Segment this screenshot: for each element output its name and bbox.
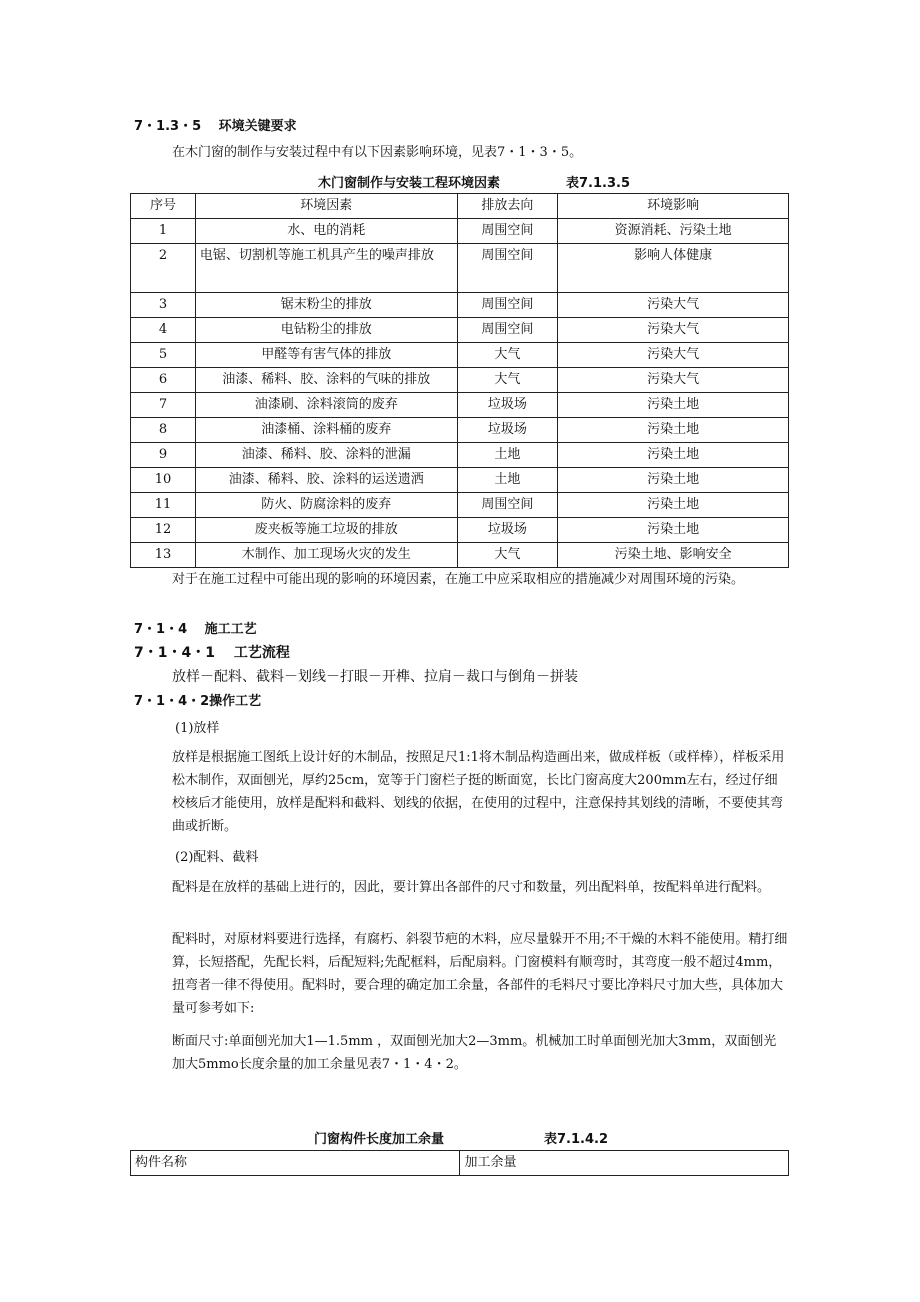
process-flow: 放样－配料、截料－划线－打眼－开榫、拉肩－裁口与倒角－拼装 <box>172 669 578 685</box>
table-cell: 影响人体健康 <box>558 244 789 293</box>
item-title-layout: (1)放样 <box>175 721 220 736</box>
header-cell: 序号 <box>131 194 196 219</box>
table-cell: 13 <box>131 543 196 568</box>
header-cell: 环境影响 <box>558 194 789 219</box>
table-cell: 锯末粉尘的排放 <box>195 293 457 318</box>
table-cell: 污染大气 <box>558 343 789 368</box>
table-row <box>131 418 789 443</box>
table-cell: 污染土地 <box>558 443 789 468</box>
length-allowance-table <box>130 1150 789 1176</box>
table-cell: 资源消耗、污染土地 <box>558 219 789 244</box>
table-cell: 周围空间 <box>457 244 558 293</box>
table-row <box>131 393 789 418</box>
table-cell: 污染土地 <box>558 468 789 493</box>
table-cell: 周围空间 <box>457 318 558 343</box>
table-cell: 污染大气 <box>558 293 789 318</box>
table-cell: 11 <box>131 493 196 518</box>
table-cell: 土地 <box>457 443 558 468</box>
section-heading-714: 7・1・4 施工工艺 <box>134 622 257 637</box>
table-row <box>131 293 789 318</box>
table-row <box>131 543 789 568</box>
table-cell: 木制作、加工现场火灾的发生 <box>195 543 457 568</box>
table-cell: 周围空间 <box>457 493 558 518</box>
table-cell: 8 <box>131 418 196 443</box>
header-cell: 环境因素 <box>195 194 457 219</box>
table-cell: 甲醛等有害气体的排放 <box>195 343 457 368</box>
table-row <box>131 518 789 543</box>
item-text-cutting-2: 配料时，对原材料要进行选择，有腐朽、斜裂节疤的木料，应尽量躲开不用;不干燥的木料不能使用。精打细算，长短搭配，先配长料，后配短料;先配框料，后配扇料。门窗模料有顺弯时，其弯度一般不超过4mm，扭弯者一律不得使用。配料时，要合理的确定加工余量，各部件的毛料尺寸要比净料尺寸加大些，具体加大量可参考如下: <box>172 932 788 1016</box>
table-cell: 电锯、切割机等施工机具产生的噪声排放 <box>195 244 457 293</box>
table-cell: 周围空间 <box>457 219 558 244</box>
table-cell: 防火、防腐涂料的废弃 <box>195 493 457 518</box>
table-cell: 大气 <box>457 543 558 568</box>
subsection-heading-7141: 7・1・4・1 工艺流程 <box>134 645 290 661</box>
table-cell: 1 <box>131 219 196 244</box>
table-header-row <box>131 194 789 219</box>
table-header-row <box>131 1151 789 1176</box>
table-cell: 电钻粉尘的排放 <box>195 318 457 343</box>
table-row <box>131 318 789 343</box>
table-cell: 垃圾场 <box>457 418 558 443</box>
table-cell: 12 <box>131 518 196 543</box>
table-cell: 土地 <box>457 468 558 493</box>
table-cell: 2 <box>131 244 196 293</box>
table-title: 木门窗制作与安装工程环境因素 <box>318 176 501 191</box>
table-cell: 大气 <box>457 368 558 393</box>
subsection-heading-7142: 7・1・4・2操作工艺 <box>134 694 262 709</box>
table-row <box>131 368 789 393</box>
table-note: 对于在施工过程中可能出现的影响的环境因素，在施工中应采取相应的措施减少对周围环境的污染。 <box>172 572 745 587</box>
table2-number: 表7.1.4.2 <box>544 1132 608 1147</box>
table-cell: 5 <box>131 343 196 368</box>
table-cell: 油漆、稀料、胶、涂料的泄漏 <box>195 443 457 468</box>
item-title-cutting: (2)配料、截料 <box>175 850 259 865</box>
table-cell: 大气 <box>457 343 558 368</box>
table-cell: 10 <box>131 468 196 493</box>
table-cell: 废夹板等施工垃圾的排放 <box>195 518 457 543</box>
environment-factors-table <box>130 193 789 568</box>
table-cell: 4 <box>131 318 196 343</box>
table-cell: 污染土地 <box>558 393 789 418</box>
table-number: 表7.1.3.5 <box>566 176 630 191</box>
table-cell: 周围空间 <box>457 293 558 318</box>
item-text-layout: 放样是根据施工图纸上设计好的木制品，按照足尺1:1将木制品构造画出来，做成样板（或样棒），样板采用松木制作，双面刨光，厚约25cm，宽等于门窗栏子挺的断面宽，长比门窗高度大200mm左右，经过仔细校核后才能使用，放样是配料和截料、划线的依据，在使用的过程中，注意保持其划线的清晰，不要使其弯曲或折断。 <box>172 750 785 834</box>
header-cell: 加工余量 <box>460 1151 789 1176</box>
header-cell: 排放去向 <box>457 194 558 219</box>
table-cell: 污染土地、影响安全 <box>558 543 789 568</box>
table-cell: 污染大气 <box>558 368 789 393</box>
table-cell: 油漆桶、涂料桶的废弃 <box>195 418 457 443</box>
table-cell: 垃圾场 <box>457 518 558 543</box>
item-text-cutting-1: 配料是在放样的基础上进行的，因此，要计算出各部件的尺寸和数量，列出配料单，按配料单进行配料。 <box>172 880 771 895</box>
table-cell: 油漆刷、涂料滚筒的废弃 <box>195 393 457 418</box>
table-cell: 油漆、稀料、胶、涂料的气味的排放 <box>195 368 457 393</box>
header-cell: 构件名称 <box>131 1151 460 1176</box>
table-cell: 7 <box>131 393 196 418</box>
table-cell: 3 <box>131 293 196 318</box>
table-cell: 油漆、稀料、胶、涂料的运送遗洒 <box>195 468 457 493</box>
table-row <box>131 219 789 244</box>
table-row <box>131 443 789 468</box>
table-cell: 6 <box>131 368 196 393</box>
section-intro: 在木门窗的制作与安装过程中有以下因素影响环境，见表7・1・3・5。 <box>172 145 583 160</box>
table-cell: 垃圾场 <box>457 393 558 418</box>
table-cell: 9 <box>131 443 196 468</box>
table-row <box>131 468 789 493</box>
section-heading-7135: 7・1.3・5 环境关键要求 <box>134 119 297 134</box>
table-cell: 污染大气 <box>558 318 789 343</box>
table-row <box>131 244 789 293</box>
table-cell: 污染土地 <box>558 518 789 543</box>
table2-title: 门窗构件长度加工余量 <box>314 1132 445 1147</box>
table-row <box>131 343 789 368</box>
table-row <box>131 493 789 518</box>
item-text-cutting-3: 断面尺寸:单面刨光加大1—1.5mm ，双面刨光加大2—3mm。机械加工时单面刨光加大3mm，双面刨光加大5mmo长度余量的加工余量见表7・1・4・2。 <box>172 1034 777 1072</box>
table-cell: 污染土地 <box>558 493 789 518</box>
table-cell: 水、电的消耗 <box>195 219 457 244</box>
table-cell: 污染土地 <box>558 418 789 443</box>
